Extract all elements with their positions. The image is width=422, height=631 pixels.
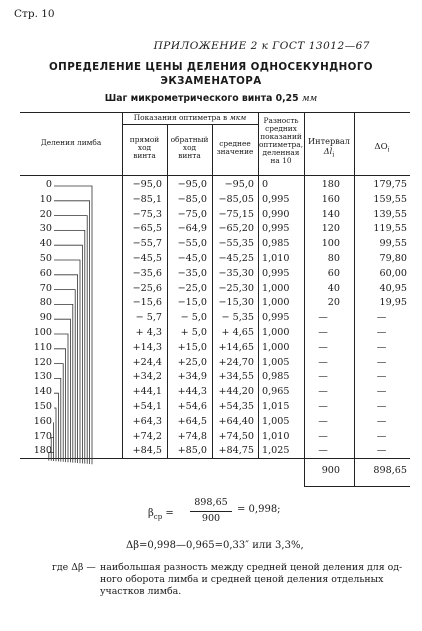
table-cell-mean: +84,75 bbox=[218, 445, 254, 457]
table-cell-reverse: −75,0 bbox=[177, 208, 207, 220]
table-cell-mean: +74,50 bbox=[218, 430, 254, 442]
table-cell-difference: 1,025 bbox=[262, 445, 290, 457]
header-reverse-line: ход bbox=[182, 143, 197, 152]
dial-connector-line bbox=[54, 260, 80, 463]
table-cell-limb: 90 bbox=[39, 312, 52, 324]
table-cell-mean: −95,0 bbox=[224, 179, 254, 190]
table-cell-mean: −35,30 bbox=[218, 267, 254, 279]
table-cell-mean: −25,30 bbox=[218, 282, 254, 294]
table-cell-reverse: −64,9 bbox=[177, 223, 207, 235]
dial-connector-line bbox=[54, 201, 90, 464]
table-cell-difference: 1,005 bbox=[262, 415, 290, 427]
table-cell-difference: 1,005 bbox=[262, 356, 290, 368]
table-cell-limb: 170 bbox=[33, 430, 52, 442]
note-line: ного оборота лимба и средней ценой деления отдельных bbox=[100, 574, 384, 585]
table-cell-interval: — bbox=[318, 401, 328, 412]
table-cell-reverse: −55,0 bbox=[177, 238, 207, 250]
table-cell-reverse: + 5,0 bbox=[180, 327, 207, 338]
table-cell-delta-o: — bbox=[376, 445, 387, 457]
table-cell-delta-o: 119,55 bbox=[373, 223, 407, 235]
table-cell-difference: 1,000 bbox=[262, 327, 290, 338]
header-interval-line: Интервал bbox=[308, 136, 350, 146]
table-cell-limb: 180 bbox=[33, 445, 52, 457]
header-limb-divisions: Деления лимба bbox=[40, 138, 102, 147]
table-cell-mean: −55,35 bbox=[218, 238, 254, 250]
table-cell-interval: 180 bbox=[321, 179, 340, 190]
table-cell-reverse: +74,8 bbox=[177, 430, 207, 442]
fraction-bar bbox=[190, 511, 232, 512]
header-difference-line: на 10 bbox=[270, 156, 292, 165]
table-cell-difference: 0,995 bbox=[262, 312, 290, 324]
total-interval: 900 bbox=[321, 465, 340, 476]
table-cell-mean: −75,15 bbox=[218, 208, 254, 220]
table-cell-forward: −15,6 bbox=[132, 297, 162, 309]
table-cell-forward: +24,4 bbox=[132, 356, 162, 368]
total-delta-o: 898,65 bbox=[373, 465, 407, 476]
table-cell-interval: — bbox=[318, 386, 328, 398]
table-cell-interval: — bbox=[318, 430, 328, 442]
table-cell-interval: 100 bbox=[321, 238, 340, 250]
header-forward-line: винта bbox=[133, 151, 156, 160]
table-cell-interval: 160 bbox=[321, 193, 340, 205]
table-cell-mean: −85,05 bbox=[218, 193, 254, 205]
table-cell-delta-o: — bbox=[376, 356, 387, 368]
table-cell-reverse: +25,0 bbox=[177, 356, 207, 368]
table-cell-interval: 60 bbox=[327, 267, 340, 279]
header-forward-line: прямой bbox=[129, 135, 160, 144]
header-difference-line: деленная bbox=[262, 148, 300, 157]
table-cell-interval: — bbox=[318, 327, 328, 338]
table-cell-limb: 30 bbox=[39, 223, 52, 235]
formula-beta-symbol: β bbox=[148, 508, 154, 519]
dial-connector-line bbox=[54, 290, 75, 463]
table-cell-interval: 20 bbox=[327, 297, 340, 309]
table-cell-interval: 140 bbox=[321, 208, 340, 220]
note-term: где Δβ — bbox=[52, 562, 96, 573]
table-cell-reverse: +44,3 bbox=[177, 386, 207, 398]
table-cell-difference: 1,000 bbox=[262, 282, 290, 294]
table-cell-forward: +54,1 bbox=[132, 401, 162, 412]
table-cell-interval: — bbox=[318, 371, 328, 383]
table-cell-forward: −95,0 bbox=[132, 179, 162, 190]
table-cell-delta-o: — bbox=[376, 371, 387, 383]
table-cell-difference: 0,995 bbox=[262, 193, 290, 205]
table-cell-delta-o: 40,95 bbox=[379, 282, 407, 294]
table-cell-forward: −65,5 bbox=[132, 223, 162, 235]
formula-delta-beta: Δβ=0,998—0,965=0,33″ или 3,3%, bbox=[126, 540, 304, 551]
table-cell-interval: — bbox=[318, 341, 328, 353]
table-cell-limb: 40 bbox=[39, 238, 52, 250]
dial-connector-line bbox=[54, 408, 56, 461]
table-cell-reverse: − 5,0 bbox=[180, 312, 207, 324]
table-cell-reverse: −85,0 bbox=[177, 193, 207, 205]
table-cell-forward: −85,1 bbox=[132, 193, 162, 205]
page-title-line2: ЭКЗАМЕНАТОРА bbox=[160, 75, 262, 87]
header-delta-o-symbol: ΔO bbox=[374, 142, 388, 152]
table-cell-limb: 80 bbox=[39, 297, 52, 309]
table-cell-reverse: +54,6 bbox=[177, 401, 207, 412]
table-cell-delta-o: 139,55 bbox=[373, 208, 407, 220]
table-cell-forward: +14,3 bbox=[132, 341, 162, 353]
table-cell-delta-o: — bbox=[376, 327, 387, 338]
table-cell-mean: −15,30 bbox=[218, 297, 254, 309]
table-cell-reverse: +85,0 bbox=[177, 445, 207, 457]
header-reverse-line: винта bbox=[178, 151, 201, 160]
table-cell-forward: +44,1 bbox=[132, 386, 162, 398]
header-interval-symbol: Δl bbox=[323, 146, 333, 156]
header-group-unit: мкм bbox=[229, 113, 247, 122]
table-cell-delta-o: — bbox=[376, 401, 387, 412]
table-cell-reverse: −45,0 bbox=[177, 253, 207, 264]
table-cell-interval: — bbox=[318, 356, 328, 368]
table-cell-interval: — bbox=[318, 415, 328, 427]
subtitle-main: Шаг микрометрического винта 0,25 bbox=[104, 93, 299, 104]
formula-beta-subscript: ср bbox=[153, 513, 163, 521]
table-cell-difference: 1,000 bbox=[262, 341, 290, 353]
page-title: ОПРЕДЕЛЕНИЕ ЦЕНЫ ДЕЛЕНИЯ ОДНОСЕКУНДНОГО bbox=[49, 61, 373, 73]
table-cell-difference: 0,965 bbox=[262, 386, 290, 398]
header-mean-line: значение bbox=[216, 147, 254, 156]
formula-beta-mean: $\beta_{ср}$ = bbox=[148, 508, 174, 521]
table-cell-reverse: −15,0 bbox=[177, 297, 207, 309]
table-cell-delta-o: 99,55 bbox=[379, 238, 407, 250]
table-cell-reverse: −35,0 bbox=[177, 267, 207, 279]
table-cell-limb: 10 bbox=[39, 193, 52, 205]
table-cell-forward: − 5,7 bbox=[135, 312, 162, 324]
table-cell-delta-o: — bbox=[376, 312, 387, 324]
table-cell-delta-o: — bbox=[376, 386, 387, 398]
note-line: наибольшая разность между средней ценой деления для од- bbox=[100, 562, 403, 573]
table-cell-limb: 110 bbox=[33, 341, 52, 353]
subtitle-unit: мм bbox=[301, 93, 318, 104]
table-cell-limb: 160 bbox=[33, 415, 52, 427]
table-cell-difference: 1,000 bbox=[262, 297, 290, 309]
table-cell-difference: 1,015 bbox=[262, 401, 290, 412]
header-forward-line: ход bbox=[137, 143, 152, 152]
table-cell-reverse: +15,0 bbox=[177, 341, 207, 353]
table-cell-forward: +34,2 bbox=[132, 371, 162, 383]
table-cell-interval: 80 bbox=[327, 253, 340, 264]
table-cell-interval: 120 bbox=[321, 223, 340, 235]
table-cell-delta-o: 179,75 bbox=[373, 179, 407, 190]
table-cell-delta-o: — bbox=[376, 341, 387, 353]
table-cell-mean: − 5,35 bbox=[221, 312, 254, 324]
table-cell-delta-o: — bbox=[376, 415, 387, 427]
table-cell-difference: 1,010 bbox=[262, 430, 290, 442]
formula-result: = 0,998; bbox=[237, 504, 281, 515]
table-cell-delta-o: 79,80 bbox=[379, 253, 407, 264]
table-cell-limb: 140 bbox=[33, 386, 52, 398]
table-cell-limb: 100 bbox=[33, 327, 52, 338]
note-line: участков лимба. bbox=[100, 586, 182, 597]
table-cell-forward: −35,6 bbox=[132, 267, 162, 279]
appendix-label: ПРИЛОЖЕНИЕ 2 к ГОСТ 13012—67 bbox=[153, 40, 370, 52]
table-cell-limb: 70 bbox=[39, 282, 52, 294]
table-cell-limb: 120 bbox=[33, 356, 52, 368]
table-cell-forward: +84,5 bbox=[132, 445, 162, 457]
table-cell-reverse: −95,0 bbox=[177, 179, 207, 190]
table-cell-mean: + 4,65 bbox=[221, 327, 254, 338]
header-difference-line: средних bbox=[265, 124, 297, 133]
table-cell-delta-o: — bbox=[376, 430, 387, 442]
table-cell-limb: 60 bbox=[39, 267, 52, 279]
table-cell-limb: 130 bbox=[33, 371, 52, 383]
table-cell-delta-o: 60,00 bbox=[379, 267, 407, 279]
dial-connector-line bbox=[54, 378, 61, 461]
table-cell-mean: +24,70 bbox=[218, 356, 254, 368]
table-cell-difference: 0,990 bbox=[262, 208, 290, 220]
header-difference-line: показаний bbox=[260, 132, 302, 141]
formula-denominator: 900 bbox=[201, 513, 221, 524]
table-cell-forward: +64,3 bbox=[132, 415, 162, 427]
table-cell-mean: +64,40 bbox=[218, 415, 254, 427]
formula-numerator: 898,65 bbox=[194, 497, 228, 508]
page-number: Стр. 10 bbox=[14, 8, 55, 20]
table-cell-delta-o: 159,55 bbox=[373, 193, 407, 205]
table-cell-difference: 0,995 bbox=[262, 267, 290, 279]
table-cell-limb: 150 bbox=[33, 401, 52, 412]
header-delta-o-subscript: i bbox=[387, 146, 390, 154]
table-cell-forward: −25,6 bbox=[132, 282, 162, 294]
table-cell-limb: 20 bbox=[39, 208, 52, 220]
table-cell-difference: 0,995 bbox=[262, 223, 290, 235]
table-cell-interval: — bbox=[318, 312, 328, 324]
table-cell-limb: 0 bbox=[45, 179, 52, 190]
table-cell-mean: −65,20 bbox=[218, 223, 254, 235]
table-cell-mean: +34,55 bbox=[218, 371, 254, 383]
table-cell-delta-o: 19,95 bbox=[379, 297, 407, 309]
header-interval-subscript: i bbox=[332, 151, 335, 159]
table-cell-reverse: −25,0 bbox=[177, 282, 207, 294]
table-cell-reverse: +34,9 bbox=[177, 371, 207, 383]
header-mean-line: среднее bbox=[219, 139, 251, 148]
table-cell-mean: +44,20 bbox=[218, 386, 254, 398]
header-difference-line: оптиметра, bbox=[258, 140, 304, 149]
table-cell-reverse: +64,5 bbox=[177, 415, 207, 427]
table-cell-difference: 0,985 bbox=[262, 371, 290, 383]
table-cell-limb: 50 bbox=[39, 253, 52, 264]
table-cell-forward: −75,3 bbox=[132, 208, 162, 220]
table-cell-interval: — bbox=[318, 445, 328, 457]
table-cell-forward: + 4,3 bbox=[135, 327, 162, 338]
table-cell-difference: 0,985 bbox=[262, 238, 290, 250]
header-difference-line: Разность bbox=[263, 116, 299, 125]
table-cell-difference: 1,010 bbox=[262, 253, 290, 264]
table-cell-forward: −45,5 bbox=[132, 253, 162, 264]
table-cell-mean: +14,65 bbox=[218, 341, 254, 353]
table-cell-forward: −55,7 bbox=[132, 238, 162, 250]
table-cell-difference: 0 bbox=[262, 179, 269, 190]
table-cell-mean: −45,25 bbox=[218, 253, 254, 264]
table-cell-mean: +54,35 bbox=[218, 401, 254, 412]
header-group-label: Показания оптиметра в bbox=[133, 113, 228, 122]
header-reverse-line: обратный bbox=[170, 135, 209, 144]
table-cell-interval: 40 bbox=[327, 282, 340, 294]
table-cell-forward: +74,2 bbox=[132, 430, 162, 442]
